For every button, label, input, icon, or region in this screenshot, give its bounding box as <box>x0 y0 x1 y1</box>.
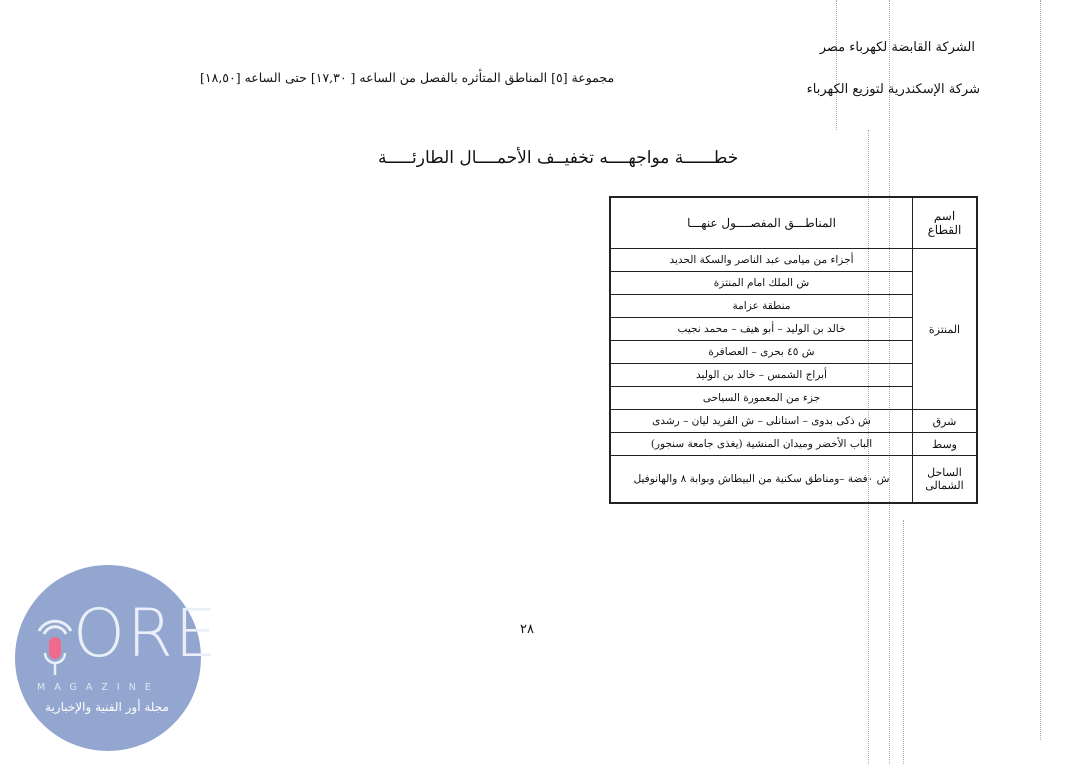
area-cell: ش ٤٥ بحرى – العصافرة <box>610 341 913 364</box>
magazine-logo <box>15 565 219 751</box>
areas-table-body <box>610 249 977 504</box>
table-row <box>610 410 977 433</box>
logo-subtitle: MAGAZINE <box>37 682 160 693</box>
area-cell: الباب الأخضر وميدان المنشية (يغذى جامعة سنجور) <box>610 433 913 456</box>
area-cell: ش ٠فضة –ومناطق سكنية من البيطاش وبوابة ٨ والهانوفيل <box>610 456 913 504</box>
page-number: ٢٨ <box>520 622 534 637</box>
logo-wordmark: ORE <box>73 595 219 672</box>
sector-cell: المنتزة <box>913 249 978 410</box>
table-row <box>610 456 977 504</box>
table-row <box>610 249 977 272</box>
microphone-icon <box>33 617 77 679</box>
area-cell: جزء من المعمورة السياحى <box>610 387 913 410</box>
scan-fold-line <box>1040 0 1041 740</box>
area-cell: ش الملك امام المنتزة <box>610 272 913 295</box>
areas-table <box>609 196 978 504</box>
org-name-holding: الشركة القابضة لكهرباء مصر <box>819 40 975 55</box>
sector-cell: وسط <box>913 433 978 456</box>
sector-cell: الساحل الشمالى <box>913 456 978 504</box>
logo-arabic-tagline: مجلة أور الفنية والإخبارية <box>45 700 169 714</box>
column-header-sector: اسم القطاع <box>913 197 978 249</box>
scan-fold-line <box>903 520 904 764</box>
plan-title: خطــــــة مواجهــــه تخفيــف الأحمــــال الطارئـــــة <box>378 148 739 168</box>
area-cell: خالد بن الوليد – أبو هيف – محمد نجيب <box>610 318 913 341</box>
area-cell: ش ذكى بدوى – استانلى – ش الفريد ليان – رشدى <box>610 410 913 433</box>
area-cell: منطقة عزامة <box>610 295 913 318</box>
table-row <box>610 433 977 456</box>
group-schedule-line: مجموعة [٥] المناطق المتأثره بالفصل من الساعه [ ١٧,٣٠] حتى الساعه [١٨,٥٠] <box>200 70 615 85</box>
sector-cell: شرق <box>913 410 978 433</box>
scan-fold-line <box>836 0 837 130</box>
area-cell: أجزاء من ميامى عبد الناصر والسكة الحديد <box>610 249 913 272</box>
column-header-areas: المناطـــق المفصــــول عنهـــا <box>610 197 913 249</box>
area-cell: أبراج الشمس – خالد بن الوليد <box>610 364 913 387</box>
org-name-distribution: شركة الإسكندرية لتوزيع الكهرباء <box>806 82 980 97</box>
